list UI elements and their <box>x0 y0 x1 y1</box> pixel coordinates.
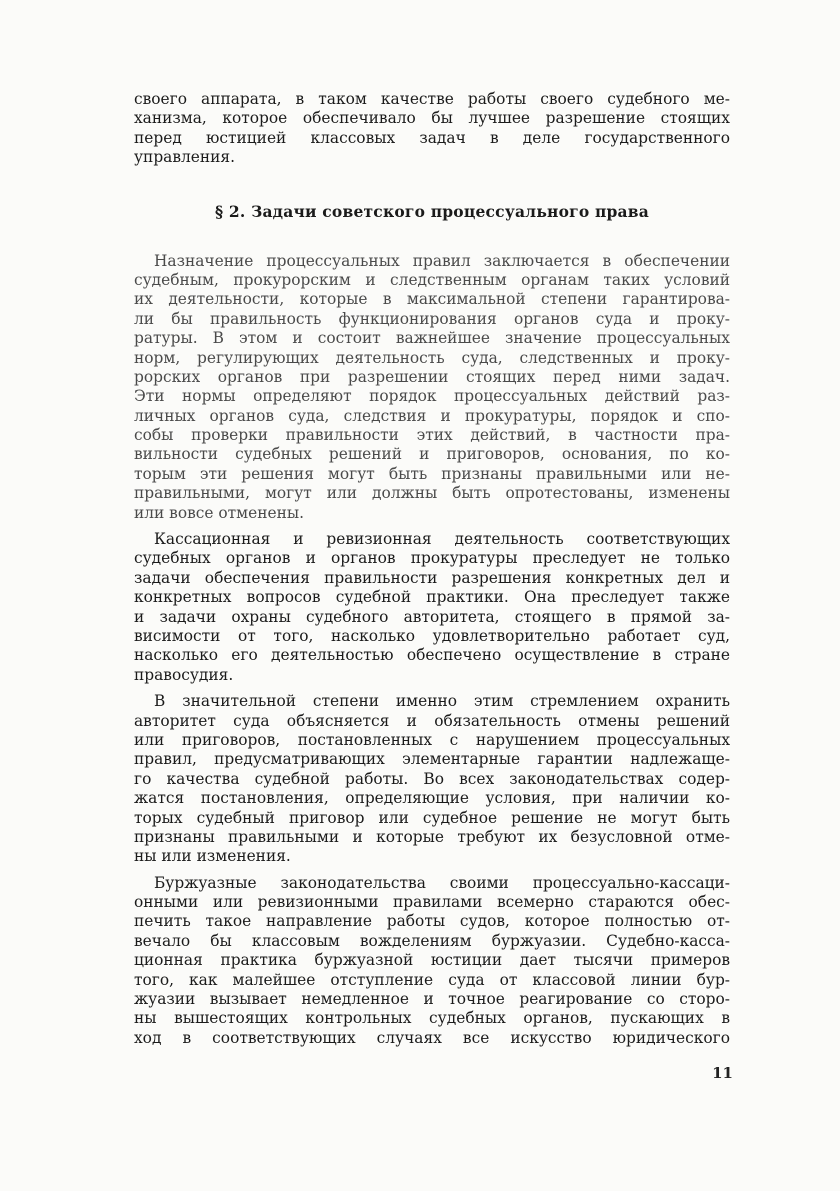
text-line: онными или ревизионными правилами всемерно стараются обес- <box>134 893 730 912</box>
text-line: того, как малейшее отступление суда от классовой линии бур- <box>134 970 730 989</box>
text-line: насколько его деятельностью обеспечено осуществление в стране <box>134 646 730 665</box>
text-line: вильности судебных решений и приговоров, основания, по ко- <box>134 445 730 464</box>
text-line: ны вышестоящих контрольных судебных органов, пускающих в <box>134 1009 730 1028</box>
text-line: личных органов суда, следствия и прокуратуры, порядок и спо- <box>134 406 730 425</box>
paragraph-1 <box>134 252 730 523</box>
text-line: судебным, прокурорским и следственным органам таких условий <box>134 270 730 289</box>
text-line: торых судебный приговор или судебное решение не могут быть <box>134 808 730 827</box>
text-line: ход в соответствующих случаях все искусство юридического <box>134 1028 730 1047</box>
text-line: управления. <box>134 148 236 167</box>
text-line: признаны правильными и которые требуют их безусловной отме- <box>134 827 730 846</box>
text-line: правил, предусматривающих элементарные гарантии надлежаще- <box>134 750 730 769</box>
text-line: жатся постановления, определяющие условия, при наличии ко- <box>134 789 730 808</box>
text-line: норм, регулирующих деятельность суда, следственных и проку- <box>134 348 730 367</box>
text-line: висимости от того, насколько удовлетворительно работает суд, <box>134 626 730 645</box>
text-line: ханизма, которое обеспечивало бы лучшее разрешение стоящих <box>134 109 730 128</box>
intro-paragraph <box>134 90 730 168</box>
text-line: правосудия. <box>134 665 234 684</box>
text-line: авторитет суда объясняется и обязательность отмены решений <box>134 711 730 730</box>
paragraph-4 <box>134 874 730 1049</box>
text-line: своего аппарата, в таком качестве работы своего судебного ме- <box>134 90 730 108</box>
text-line: перед юстицией классовых задач в деле государственного <box>134 128 730 147</box>
text-line: печить такое направление работы судов, которое полностью от- <box>134 912 730 931</box>
text-line: правильными, могут или должны быть опротестованы, изменены <box>134 484 730 503</box>
text-line: конкретных вопросов судебной практики. Она преследует также <box>134 588 730 607</box>
text-line: ционная практика буржуазной юстиции дает тысячи примеров <box>134 951 730 970</box>
text-line: popских органов при разрешении стоящих перед ними задач. <box>134 367 730 386</box>
paragraph-3 <box>134 692 730 867</box>
text-line: их деятельности, которые в максимальной степени гарантирова- <box>134 290 730 309</box>
text-line: Кассационная и ревизионная деятельность соответствующих <box>154 530 730 549</box>
text-line: ны или изменения. <box>134 847 291 866</box>
text-line: задачи обеспечения правильности разрешения конкретных дел и <box>134 568 730 587</box>
text-line: Назначение процессуальных правил заключается в обеспечении <box>154 251 730 270</box>
text-line: ратуры. В этом и состоит важнейшее значение процессуальных <box>134 329 730 348</box>
text-line: Эти нормы определяют порядок процессуальных действий раз- <box>134 387 730 406</box>
paragraph-2 <box>134 530 730 685</box>
page-body <box>134 90 730 1048</box>
text-line: ли бы правильность функционирования органов суда и проку- <box>134 309 730 328</box>
text-line: или приговоров, постановленных с нарушением процессуальных <box>134 730 730 749</box>
text-line: вечало бы классовым вожделениям буржуазии. Судебно-касса- <box>134 931 730 950</box>
text-line: Буржуазные законодательства своими процессуально-кассаци- <box>154 873 730 892</box>
text-line: собы проверки правильности этих действий, в частности пра- <box>134 426 730 445</box>
text-line: или вовсе отменены. <box>134 503 305 522</box>
text-line: и задачи охраны судебного авторитета, стоящего в прямой за- <box>134 607 730 626</box>
page-number: 11 <box>712 1064 733 1082</box>
text-line: жуазии вызывает немедленное и точное реагирование со сторо- <box>134 990 730 1009</box>
section-heading: § 2. Задачи советского процессуального права <box>214 201 649 221</box>
text-line: судебных органов и органов прокуратуры преследует не только <box>134 549 730 568</box>
text-line: торым эти решения могут быть признаны правильными или не- <box>134 464 730 483</box>
text-line: В значительной степени именно этим стремлением охранить <box>154 692 730 711</box>
text-line: го качества судебной работы. Во всех законодательствах содер- <box>134 769 730 788</box>
